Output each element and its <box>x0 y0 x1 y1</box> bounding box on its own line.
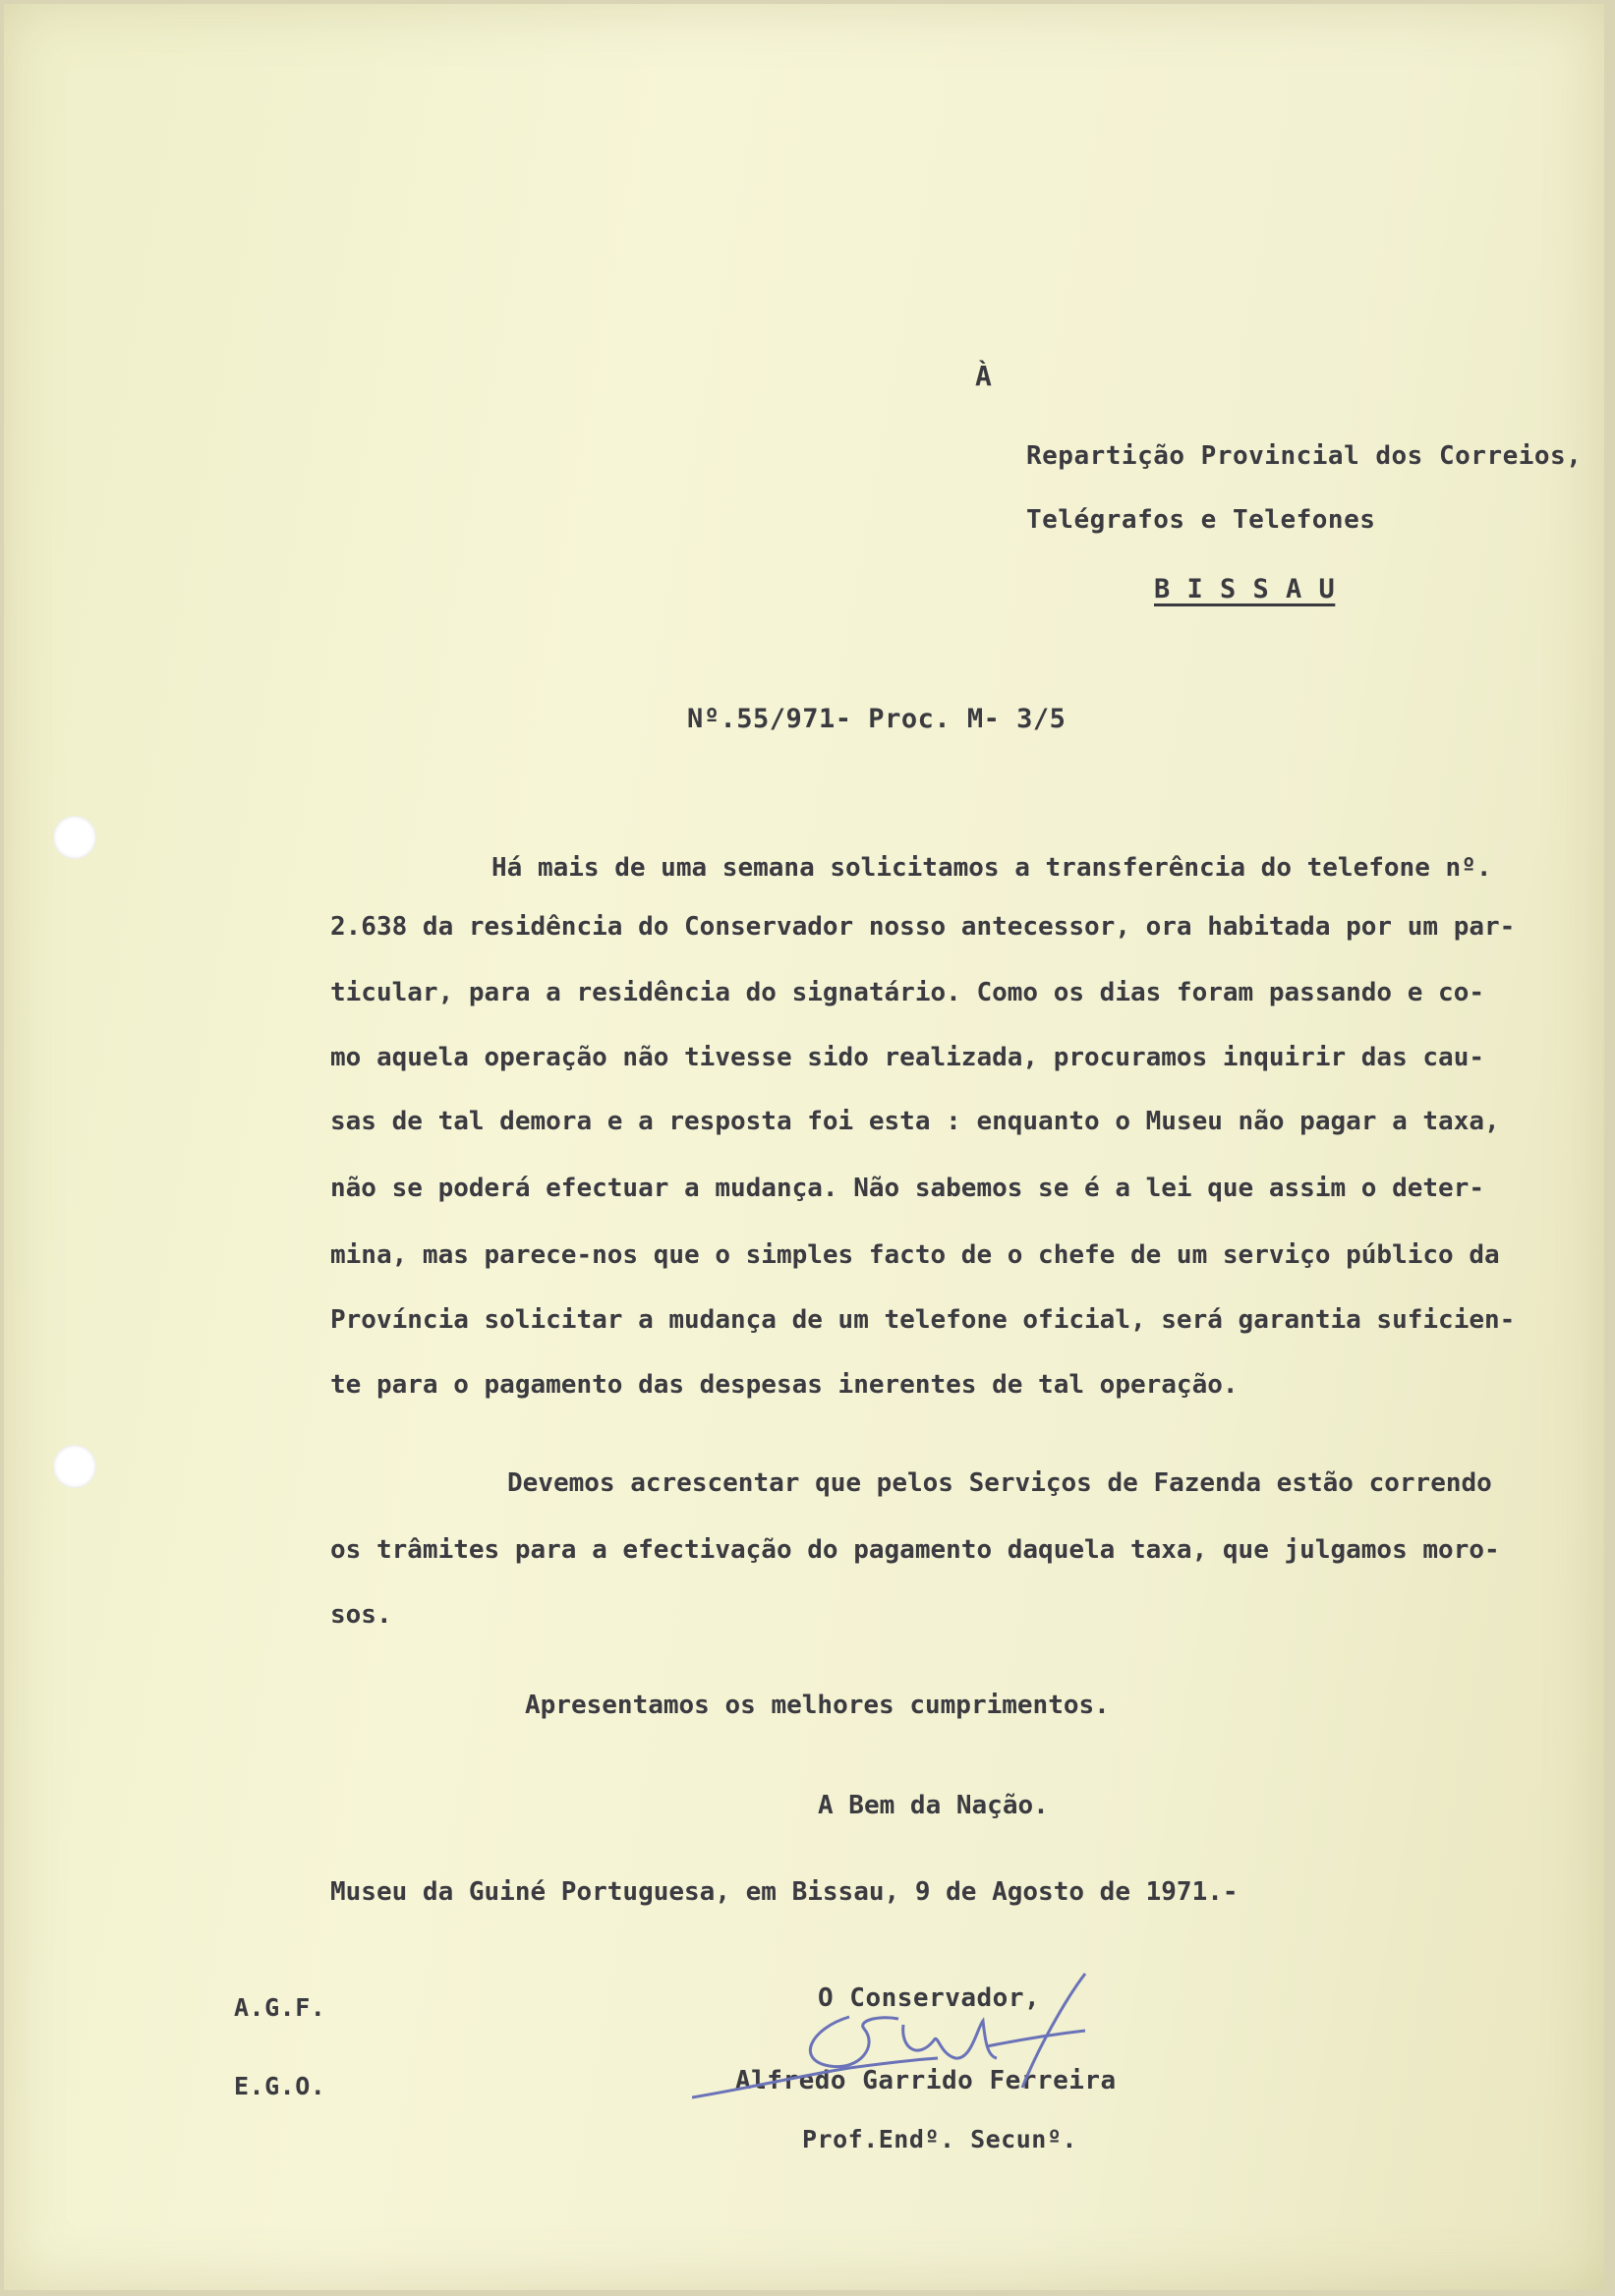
paragraph-1-line: Há mais de uma semana solicitamos a transferência do telefone nº. <box>491 853 1492 883</box>
handwritten-signature-icon <box>692 1970 1105 2107</box>
paragraph-1-line: mina, mas parece-nos que o simples facto de o chefe de um serviço público da <box>330 1240 1500 1270</box>
salutation-a: À <box>975 360 993 392</box>
paragraph-1-line: 2.638 da residência do Conservador nosso antecessor, ora habitada por um par- <box>330 912 1516 942</box>
motto: A Bem da Nação. <box>818 1791 1049 1820</box>
paragraph-1-line: te para o pagamento das despesas inerentes de tal operação. <box>330 1370 1239 1400</box>
initials-2: E.G.O. <box>234 2072 326 2100</box>
punch-hole-bottom <box>53 1445 96 1488</box>
paragraph-1-line: Província solicitar a mudança de um telefone oficial, será garantia suficien- <box>330 1305 1516 1335</box>
paragraph-2-line: sos. <box>330 1600 392 1630</box>
paragraph-1-line: mo aquela operação não tivesse sido realizada, procuramos inquirir das cau- <box>330 1043 1484 1072</box>
paragraph-2-line: Devemos acrescentar que pelos Serviços de Fazenda estão correndo <box>507 1468 1492 1498</box>
punch-hole-top <box>53 816 96 859</box>
paragraph-1-line: sas de tal demora e a resposta foi esta : enquanto o Museu não pagar a taxa, <box>330 1107 1500 1136</box>
paragraph-1-line: não se poderá efectuar a mudança. Não sabemos se é a lei que assim o deter- <box>330 1174 1484 1203</box>
signature-name: Alfredo Garrido Ferreira <box>735 2066 1117 2095</box>
addressee-line-2: Telégrafos e Telefones <box>1026 505 1376 535</box>
signature-title: O Conservador, <box>818 1983 1041 2013</box>
closing-line: Apresentamos os melhores cumprimentos. <box>525 1691 1110 1720</box>
addressee-city: B I S S A U <box>1154 574 1336 604</box>
initials-1: A.G.F. <box>234 1993 326 2022</box>
paragraph-1-line: ticular, para a residência do signatário. Como os dias foram passando e co- <box>330 978 1484 1007</box>
signature-position: Prof.Endº. Secunº. <box>802 2125 1077 2153</box>
addressee-line-1: Repartição Provincial dos Correios, <box>1026 441 1583 471</box>
reference-number: Nº.55/971- Proc. M- 3/5 <box>687 704 1067 734</box>
paragraph-2-line: os trâmites para a efectivação do pagamento daquela taxa, que julgamos moro- <box>330 1535 1500 1565</box>
place-and-date: Museu da Guiné Portuguesa, em Bissau, 9 de Agosto de 1971.- <box>330 1877 1239 1907</box>
letter-page <box>4 4 1604 2290</box>
